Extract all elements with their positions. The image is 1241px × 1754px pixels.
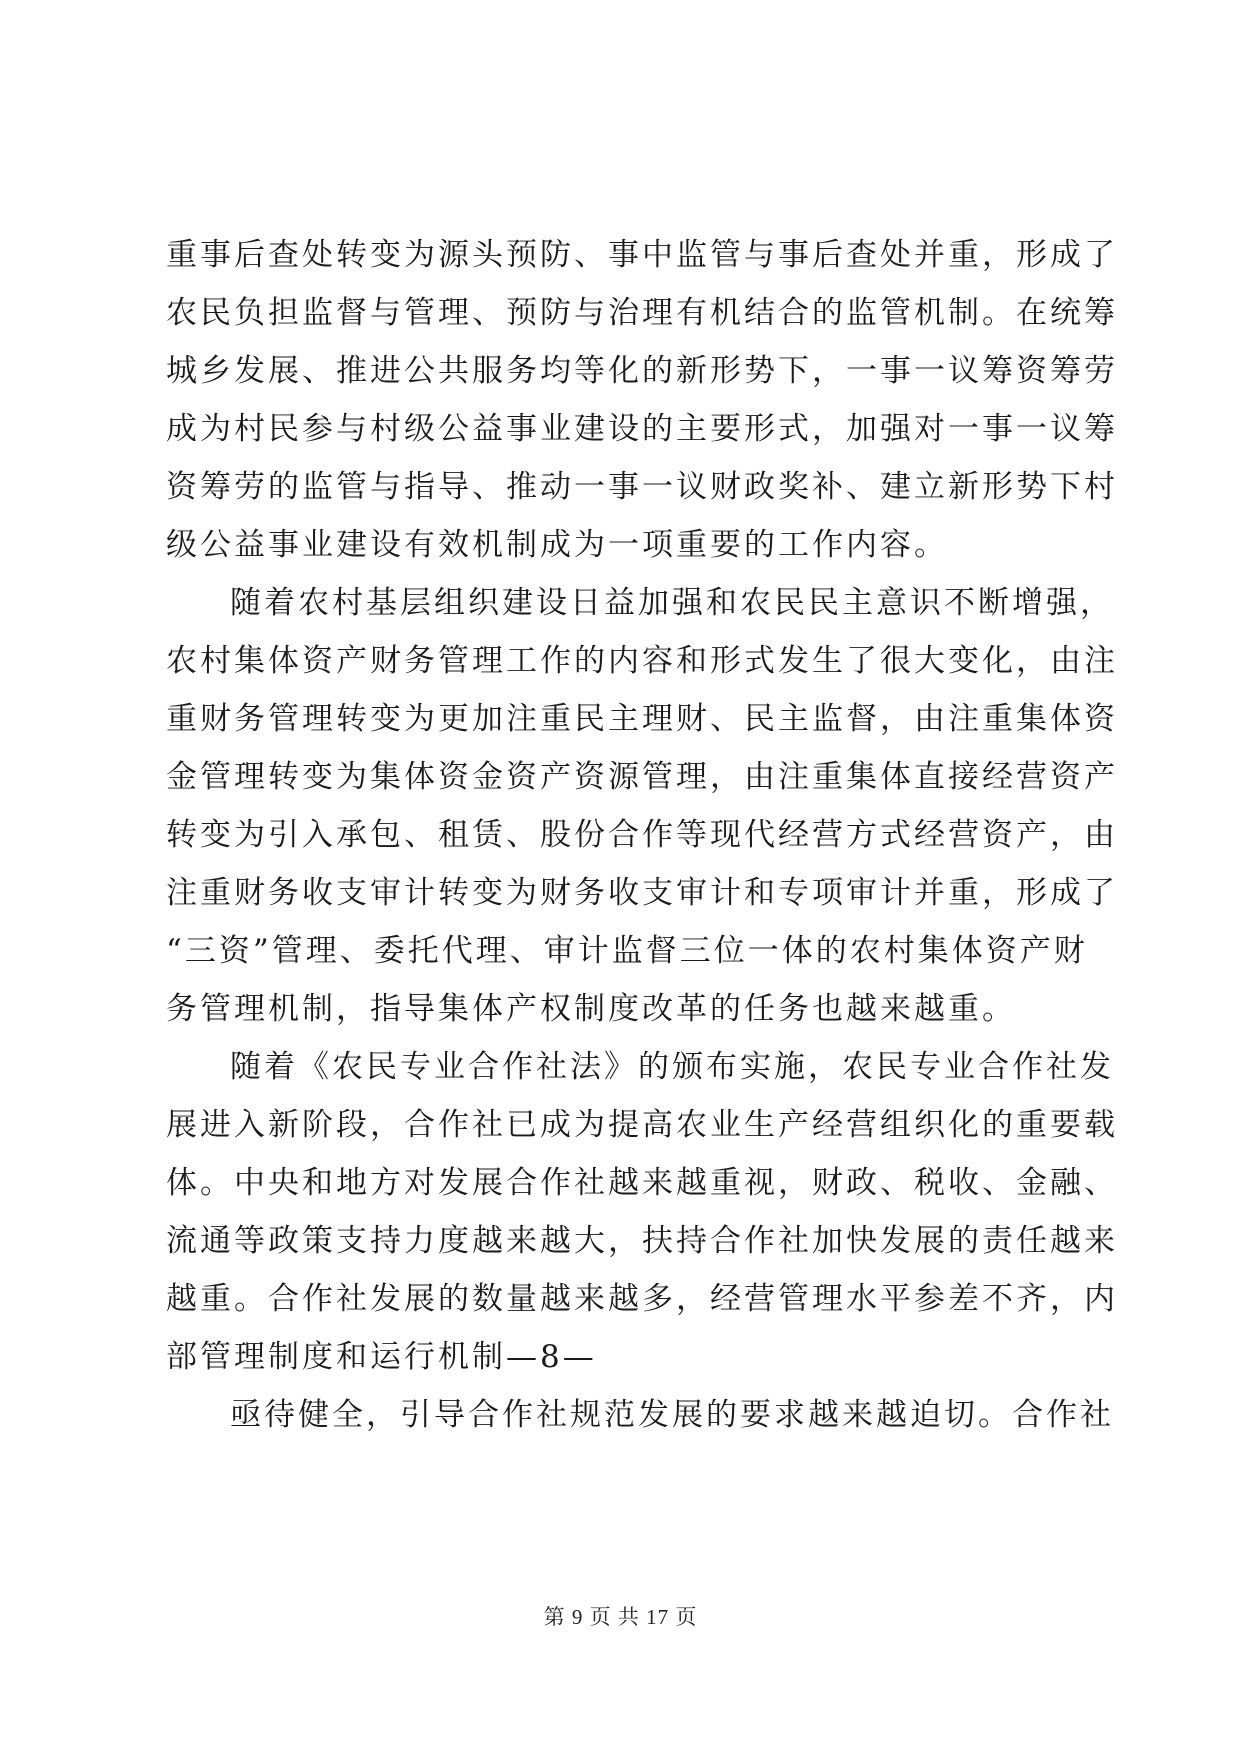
text-line: 注重财务收支审计转变为财务收支审计和专项审计并重，形成了: [166, 875, 1118, 911]
text-line: 越重。合作社发展的数量越来越多，经营管理水平参差不齐，内: [166, 1281, 1118, 1317]
text-line: “三资”管理、委托代理、审计监督三位一体的农村集体资产财: [166, 933, 1088, 969]
text-line: 随着农村基层组织建设日益加强和农民民主意识不断增强，: [230, 585, 1114, 621]
text-line: 成为村民参与村级公益事业建设的主要形式，加强对一事一议筹: [166, 411, 1118, 447]
body-text: [166, 226, 1118, 1444]
text-line: 务管理机制，指导集体产权制度改革的任务也越来越重。: [166, 991, 1016, 1027]
text-line: 转变为引入承包、租赁、股份合作等现代经营方式经营资产，由: [166, 817, 1118, 853]
text-line: 级公益事业建设有效机制成为一项重要的工作内容。: [166, 527, 948, 563]
text-line: 城乡发展、推进公共服务均等化的新形势下，一事一议筹资筹劳: [166, 353, 1118, 389]
page-footer: 第 9 页 共 17 页: [543, 1605, 698, 1629]
text-line: 重事后查处转变为源头预防、事中监管与事后查处并重，形成了: [166, 237, 1118, 273]
text-line: 亟待健全，引导合作社规范发展的要求越来越迫切。合作社: [230, 1397, 1114, 1433]
text-line: 随着《农民专业合作社法》的颁布实施，农民专业合作社发: [230, 1049, 1114, 1085]
text-line: 部管理制度和运行机制—8—: [166, 1339, 597, 1375]
text-line: 重财务管理转变为更加注重民主理财、民主监督，由注重集体资: [166, 701, 1118, 737]
text-line: 展进入新阶段，合作社已成为提高农业生产经营组织化的重要载: [166, 1107, 1118, 1143]
text-line: 农村集体资产财务管理工作的内容和形式发生了很大变化，由注: [166, 643, 1118, 679]
text-line: 体。中央和地方对发展合作社越来越重视，财政、税收、金融、: [166, 1165, 1118, 1201]
text-line: 流通等政策支持力度越来越大，扶持合作社加快发展的责任越来: [166, 1223, 1118, 1259]
text-line: 金管理转变为集体资金资产资源管理，由注重集体直接经营资产: [166, 759, 1118, 795]
text-line: 农民负担监督与管理、预防与治理有机结合的监管机制。在统筹: [166, 295, 1118, 331]
text-line: 资筹劳的监管与指导、推动一事一议财政奖补、建立新形势下村: [166, 469, 1118, 505]
